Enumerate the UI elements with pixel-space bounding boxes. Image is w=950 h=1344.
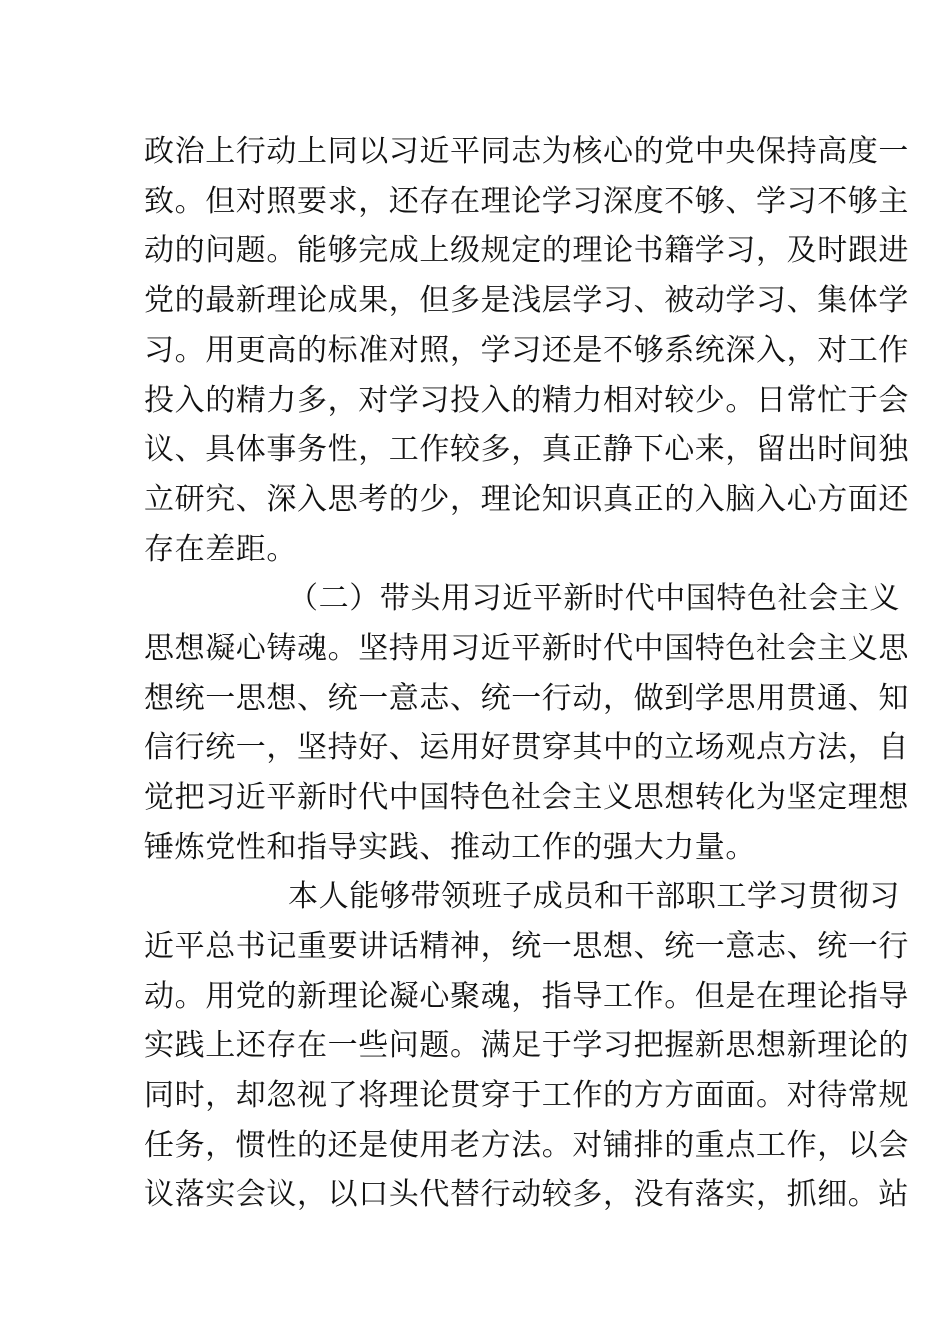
text-line-20: 同时，却忽视了将理论贯穿于工作的方方面面。对待常规 xyxy=(144,1078,909,1113)
text-line-9: 存在差距。 xyxy=(144,532,297,567)
text-line-19: 实践上还存在一些问题。满足于学习把握新思想新理论的 xyxy=(144,1028,909,1063)
text-line-22: 议落实会议，以口头代替行动较多，没有落实，抓细。站 xyxy=(144,1177,909,1212)
text-line-15: 锤炼党性和指导实践、推动工作的强大力量。 xyxy=(144,830,756,865)
text-line-13: 信行统一，坚持好、运用好贯穿其中的立场观点方法，自 xyxy=(144,730,909,765)
text-line-8: 立研究、深入思考的少，理论知识真正的入脑入心方面还 xyxy=(144,482,909,517)
text-line-4: 党的最新理论成果，但多是浅层学习、被动学习、集体学 xyxy=(144,283,909,318)
text-line-2: 致。但对照要求，还存在理论学习深度不够、学习不够主 xyxy=(144,184,909,219)
text-line-18: 动。用党的新理论凝心聚魂，指导工作。但是在理论指导 xyxy=(144,979,909,1014)
text-line-3: 动的问题。能够完成上级规定的理论书籍学习，及时跟进 xyxy=(144,233,909,268)
text-line-11: 思想凝心铸魂。坚持用习近平新时代中国特色社会主义思 xyxy=(144,631,909,666)
section-heading-line: （二）带头用习近平新时代中国特色社会主义 xyxy=(288,581,900,616)
text-line-6: 投入的精力多，对学习投入的精力相对较少。日常忙于会 xyxy=(144,383,909,418)
text-line-17: 近平总书记重要讲话精神，统一思想、统一意志、统一行 xyxy=(144,929,909,964)
text-line-5: 习。用更高的标准对照，学习还是不够系统深入，对工作 xyxy=(144,333,909,368)
text-line-21: 任务，惯性的还是使用老方法。对铺排的重点工作，以会 xyxy=(144,1128,909,1163)
text-line-7: 议、具体事务性，工作较多，真正静下心来，留出时间独 xyxy=(144,432,909,467)
text-line-14: 觉把习近平新时代中国特色社会主义思想转化为坚定理想 xyxy=(144,780,909,815)
text-line-12: 想统一思想、统一意志、统一行动，做到学思用贯通、知 xyxy=(144,681,909,716)
text-line-1: 政治上行动上同以习近平同志为核心的党中央保持高度一 xyxy=(144,134,909,169)
paragraph-start-line: 本人能够带领班子成员和干部职工学习贯彻习 xyxy=(288,879,900,914)
